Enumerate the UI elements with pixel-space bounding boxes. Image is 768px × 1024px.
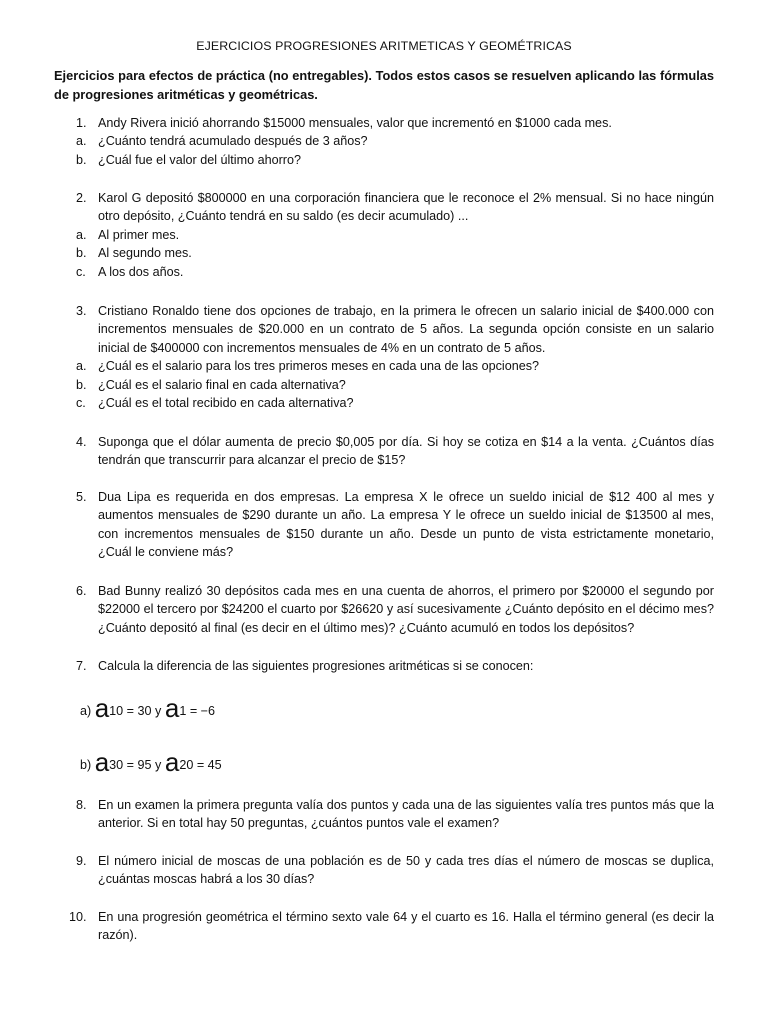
- item-mark: c.: [76, 264, 86, 279]
- item-text: ¿Cuál es el salario final en cada alternativa?: [98, 377, 346, 392]
- exercise-number: 7.: [76, 659, 87, 673]
- exercise-number: 9.: [76, 854, 87, 868]
- item-text: A los dos años.: [98, 264, 184, 279]
- term-letter: a: [164, 747, 180, 777]
- exercise-text: Karol G depositó $800000 en una corporación financiera que le reconoce el 2% mensual. Si no hace ningún otro depósito, ¿Cuánto tendrá en su saldo (es decir acumulado) ...: [98, 191, 714, 224]
- item-text: ¿Cuánto tendrá acumulado después de 3 años?: [98, 134, 368, 149]
- item-mark: a.: [76, 134, 87, 149]
- exercise-text: El número inicial de moscas de una población es de 50 y cada tres días el número de moscas se duplica, ¿cuántas moscas habrá a los 30 días?: [98, 854, 714, 887]
- exercise-text: Andy Rivera inició ahorrando $15000 mensuales, valor que incrementó en $1000 cada mes.: [98, 116, 612, 130]
- part-label: a): [80, 704, 92, 718]
- exercise-9: [54, 852, 714, 889]
- exercise-1: [54, 114, 714, 169]
- item-mark: b.: [76, 377, 87, 392]
- exercise-5: [54, 488, 714, 562]
- exercise-text: En un examen la primera pregunta valía dos puntos y cada una de las siguientes valía tres puntos más que la anterior. Si en total hay 50 preguntas, ¿cuántos puntos vale el examen?: [98, 798, 714, 831]
- exercise-text: En una progresión geométrica el término sexto vale 64 y el cuarto es 16. Halla el término general (es decir la razón).: [98, 910, 714, 943]
- exercise-7-part-a: [80, 693, 216, 723]
- exercise-text: Dua Lipa es requerida en dos empresas. La empresa X le ofrece un sueldo inicial de $12 400 al mes y aumentos mensuales de $290 durante un año. La empresa Y le ofrece un sueldo inicial de $13500 al mes, con incrementos mensuales de $150 durante un año. Desde un punto de vista estrictamente monetario, ¿Cuál le conviene más?: [98, 490, 714, 560]
- document-title: EJERCICIOS PROGRESIONES ARITMETICAS Y GEOMÉTRICAS: [196, 39, 572, 53]
- exercise-number: 10.: [69, 910, 87, 924]
- term-text: 30 = 95 y: [109, 758, 162, 772]
- term-text: 10 = 30 y: [109, 704, 162, 718]
- item-mark: b.: [76, 152, 87, 167]
- term-letter: a: [94, 747, 110, 777]
- term-letter: a: [94, 693, 110, 723]
- item-text: ¿Cuál es el total recibido en cada alternativa?: [98, 396, 354, 411]
- exercise-number: 1.: [76, 116, 87, 130]
- exercise-6: [54, 582, 714, 637]
- exercise-10: [54, 908, 714, 945]
- part-label: b): [80, 758, 92, 772]
- exercise-number: 3.: [76, 304, 87, 318]
- exercise-3: [54, 302, 714, 412]
- exercise-text: Bad Bunny realizó 30 depósitos cada mes en una cuenta de ahorros, el primero por $20000 el segundo por $22000 el tercero por $24200 el cuarto por $26620 y así sucesivamente ¿Cuánto depósito en el décimo mes? ¿Cuánto depositó al final (es decir en el último mes)? ¿Cuánto acumuló en todos los depósitos?: [98, 584, 714, 635]
- exercise-number: 5.: [76, 490, 87, 504]
- term-letter: a: [164, 693, 180, 723]
- term-text: 1 = −6: [179, 704, 216, 718]
- exercise-text: Cristiano Ronaldo tiene dos opciones de trabajo, en la primera le ofrecen un salario inicial de $400.000 con incrementos mensuales de $20.000 en un contrato de 5 años. La segunda opción consiste en un salario inicial de $400000 con incrementos mensuales de 4% en un contrato de 5 años.: [98, 304, 714, 355]
- item-mark: c.: [76, 396, 86, 411]
- exercise-number: 4.: [76, 435, 87, 449]
- exercise-number: 2.: [76, 191, 87, 205]
- item-text: Al segundo mes.: [98, 246, 192, 261]
- exercise-7-part-b: [80, 747, 222, 777]
- item-text: Al primer mes.: [98, 227, 180, 242]
- intro-paragraph: Ejercicios para efectos de práctica (no entregables). Todos estos casos se resuelven aplicando las fórmulas de progresiones aritméticas y geométricas.: [54, 68, 714, 102]
- exercise-7: [54, 657, 714, 675]
- item-mark: a.: [76, 359, 87, 374]
- exercise-text: Suponga que el dólar aumenta de precio $0,005 por día. Si hoy se cotiza en $14 a la venta. ¿Cuántos días tendrán que transcurrir para alcanzar el precio de $15?: [98, 435, 714, 468]
- exercise-number: 6.: [76, 584, 87, 598]
- item-text: ¿Cuál fue el valor del último ahorro?: [98, 152, 302, 167]
- term-text: 20 = 45: [179, 758, 222, 772]
- item-mark: b.: [76, 246, 87, 261]
- exercise-number: 8.: [76, 798, 87, 812]
- item-text: ¿Cuál es el salario para los tres primeros meses en cada una de las opciones?: [98, 359, 540, 374]
- exercise-text: Calcula la diferencia de las siguientes progresiones aritméticas si se conocen:: [98, 659, 534, 673]
- exercise-8: [54, 796, 714, 833]
- exercise-2: [54, 189, 714, 281]
- item-mark: a.: [76, 227, 87, 242]
- exercise-4: [54, 433, 714, 470]
